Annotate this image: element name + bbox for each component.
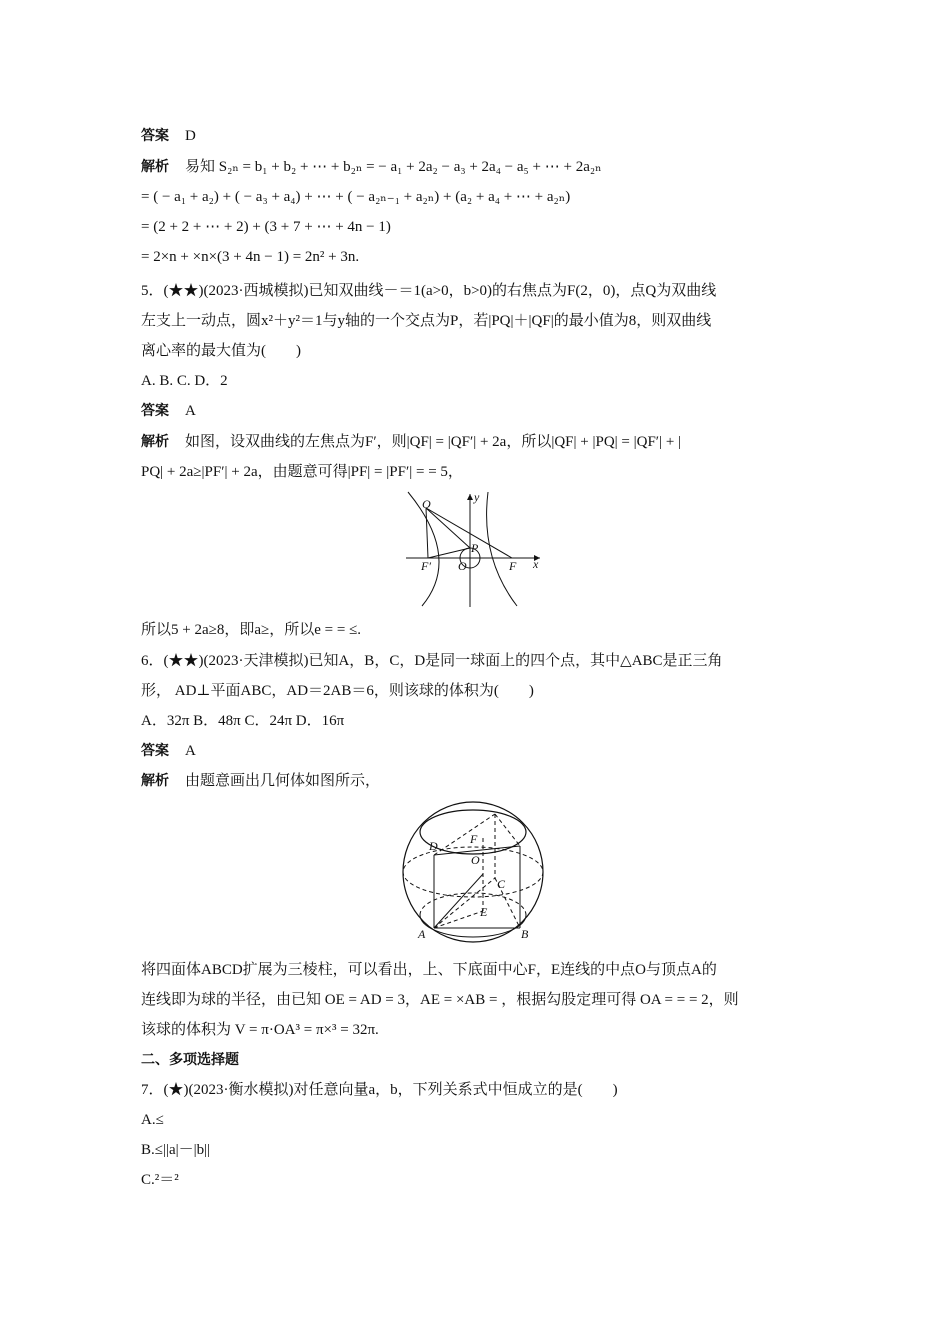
hyperbola-figure [400, 490, 550, 608]
q4-analysis-line-4: = 2×n + ×n×(3 + 4n − 1) = 2n² + 3n. [141, 249, 360, 265]
label-E: E [480, 905, 488, 919]
q4-analysis-line-2: = ( − a₁ + a₂) + ( − a₃ + a₄) + ⋯ + ( − a₂ₙ₋₁ + a₂ₙ) + (a₂ + a₄ + ⋯ + a₂ₙ) [141, 189, 571, 205]
q7-option-a: A.≤ [141, 1112, 164, 1128]
q6-explain-line-3: 该球的体积为 V = π·OA³ = π×³ = 32π. [141, 1022, 379, 1038]
q4-analysis-line-1: 解析 易知 S₂ₙ = b₁ + b₂ + ⋯ + b₂ₙ = − a₁ + 2a₂ − a₃ + 2a₄ − a₅ + ⋯ + 2a₂ₙ [141, 159, 602, 175]
q6-stem-line-1: 6．(★★)(2023·天津模拟)已知A，B，C，D是同一球面上的四个点，其中△ABC是正三角 [141, 653, 723, 669]
q5-answer [141, 401, 196, 421]
label-y: y [474, 490, 480, 504]
q6-answer [141, 741, 196, 761]
answer-label: 答案 [141, 128, 169, 144]
q6-options: A．32π B．48π C．24π D．16π [141, 713, 345, 729]
label-P: P [471, 541, 479, 555]
label-B: B [521, 927, 529, 941]
q6-explain-line-2: 连线即为球的半径，由已知 OE = AD = 3，AE = ×AB = ，根据勾股定理可得 OA = = = 2，则 [141, 992, 739, 1008]
analysis-label: 解析 [141, 159, 169, 175]
q5-conclusion: 所以5 + 2a≥8，即a≥，所以e = = ≤. [141, 622, 362, 638]
q7-stem: 7．(★)(2023·衡水模拟)对任意向量a，b，下列关系式中恒成立的是( ) [141, 1082, 618, 1098]
answer-value: A [185, 403, 196, 419]
label-Q: Q [422, 497, 431, 511]
label-O: O [471, 853, 480, 867]
q4-answer [141, 126, 196, 146]
q5-options: A. B. C. D．2 [141, 373, 228, 389]
analysis-label: 解析 [141, 434, 169, 450]
q5-stem-line-3: 离心率的最大值为( ) [141, 343, 301, 359]
q7-option-b: B.≤||a|－|b|| [141, 1142, 211, 1158]
label-F: F [470, 832, 478, 846]
answer-label: 答案 [141, 743, 169, 759]
label-D: D [429, 839, 438, 853]
q6-analysis: 解析 由题意画出几何体如图所示， [141, 773, 381, 789]
label-C: C [497, 877, 506, 891]
answer-value: D [185, 128, 196, 144]
label-O: O [458, 559, 467, 573]
label-F: F [509, 559, 517, 573]
section-title: 二、多项选择题 [141, 1052, 239, 1068]
sphere-figure [398, 798, 548, 948]
analysis-label: 解析 [141, 773, 169, 789]
answer-label: 答案 [141, 403, 169, 419]
label-F-prime: F′ [421, 559, 431, 573]
answer-value: A [185, 743, 196, 759]
q4-analysis-line-3: = (2 + 2 + ⋯ + 2) + (3 + 7 + ⋯ + 4n − 1) [141, 219, 391, 235]
q6-explain-line-1: 将四面体ABCD扩展为三棱柱，可以看出，上、下底面中心F，E连线的中点O与顶点A的 [141, 962, 717, 978]
q5-stem-line-2: 左支上一动点，圆x²＋y²＝1与y轴的一个交点为P，若|PQ|＋|QF|的最小值为8，则双曲线 [141, 313, 712, 329]
q5-analysis-line-2: PQ| + 2a≥|PF′| + 2a，由题意可得|PF| = |PF′| = = 5， [141, 464, 463, 480]
q6-stem-line-2: 形， AD⊥平面ABC，AD＝2AB＝6，则该球的体积为( ) [141, 683, 534, 699]
q5-analysis-line-1: 解析 如图，设双曲线的左焦点为F′，则|QF| = |QF′| + 2a，所以|QF| + |PQ| = |QF′| + | [141, 434, 682, 450]
label-A: A [418, 927, 426, 941]
label-x: x [533, 557, 539, 571]
q5-stem-line-1: 5．(★★)(2023·西城模拟)已知双曲线－＝1(a>0，b>0)的右焦点为F(2，0)，点Q为双曲线 [141, 283, 717, 299]
q7-option-c: C.²＝² [141, 1172, 179, 1188]
